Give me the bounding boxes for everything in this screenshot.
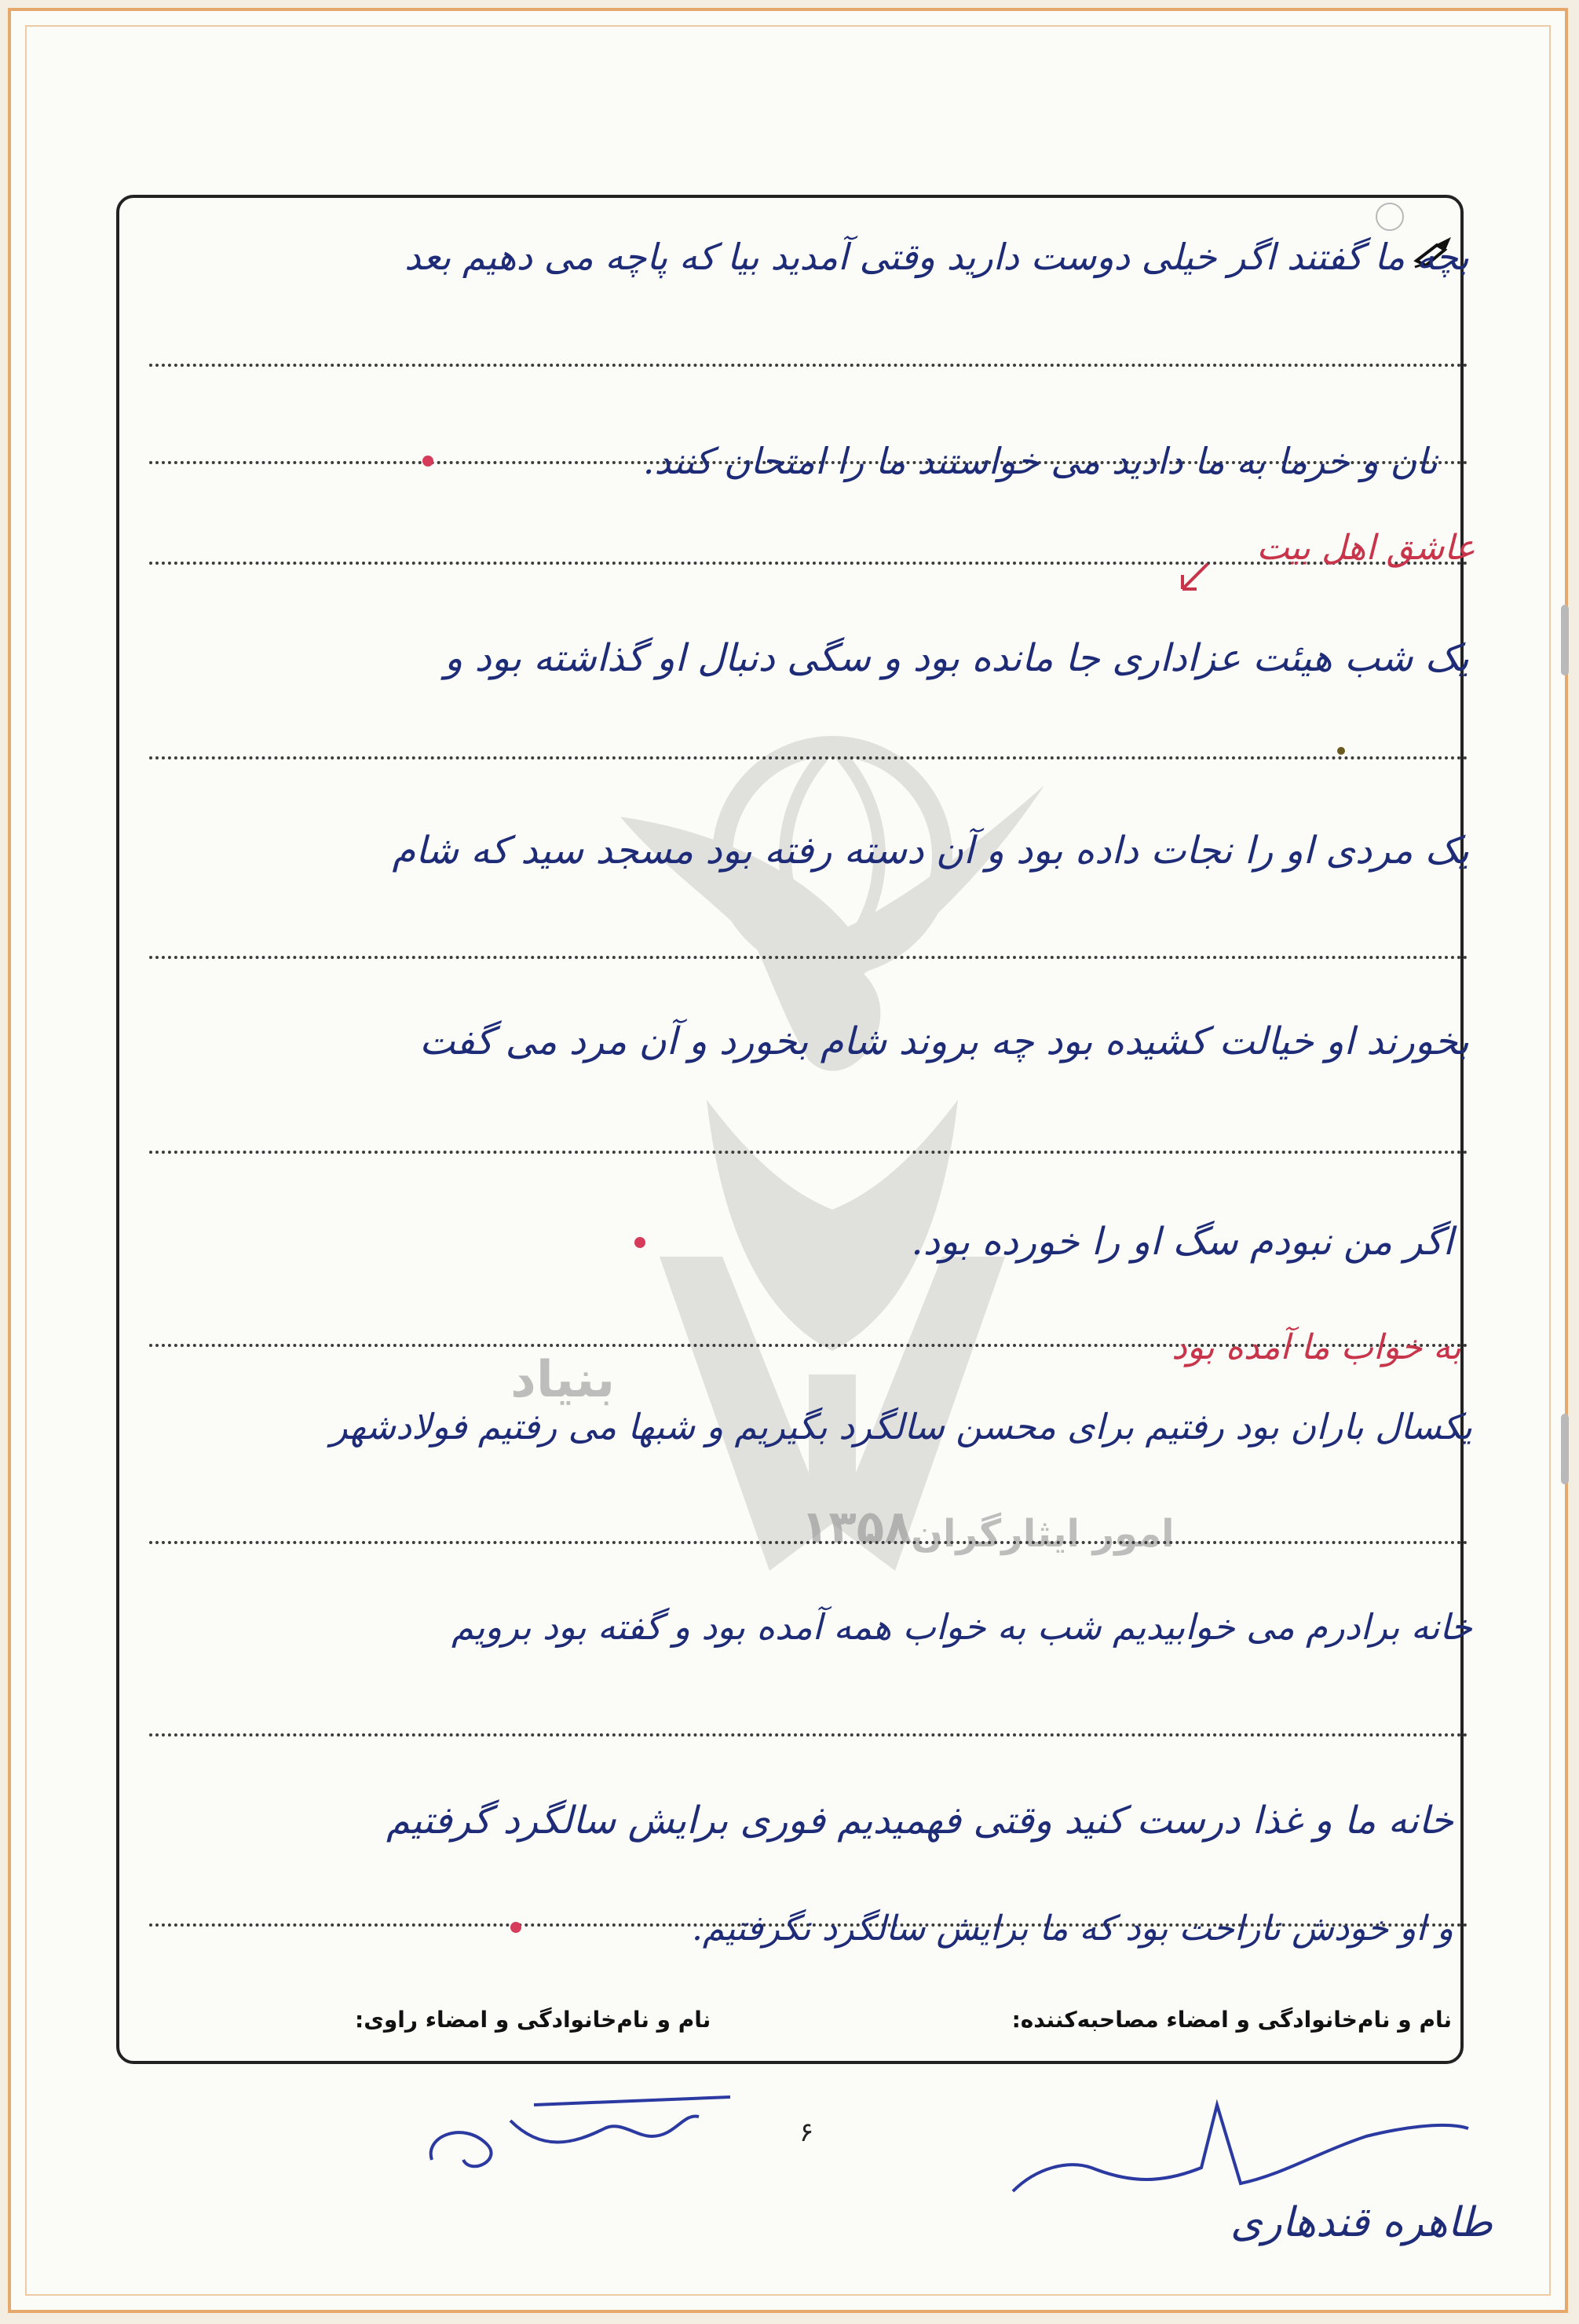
handwritten-heading-1: عاشق اهل بیت: [1256, 528, 1475, 568]
sentence-end-dot: [634, 1237, 645, 1248]
sentence-end-dot: [422, 456, 433, 467]
narrator-signature-label: نام و نام‌خانوادگی و امضاء راوی:: [355, 2007, 711, 2033]
handwritten-line-9: خانه ما و غذا درست کنید وقتی فهمیدیم فوری برایش سالگرد گرفتیم: [386, 1799, 1453, 1843]
ruled-line: [149, 364, 1468, 367]
punch-hole: [1376, 203, 1404, 231]
page-number: ۶: [799, 2117, 814, 2148]
handwritten-line-8: خانه برادرم می خوابیدیم شب به خواب همه آمده بود و گفته بود برویم: [451, 1606, 1472, 1648]
ruled-line: [149, 1733, 1468, 1737]
interviewer-signature-label: نام و نام‌خانوادگی و امضاء مصاحبه‌کننده:: [1011, 2007, 1452, 2033]
ruled-line: [149, 756, 1468, 759]
handwritten-line-5: بخورند او خیالت کشیده بود چه بروند شام بخورد و آن مرد می گفت: [419, 1019, 1469, 1063]
handwritten-line-4: یک مردی او را نجات داده بود و آن دسته رفته بود مسجد سید که شام: [392, 829, 1469, 873]
handwritten-line-7: یکسال باران بود رفتیم برای محسن سالگرد بگیریم و شبها می رفتیم فولادشهر: [330, 1406, 1472, 1447]
ruled-line: [149, 1151, 1468, 1154]
narrator-name-handwritten: طاهره قندهاری: [1230, 2199, 1493, 2246]
handwritten-line-1: بچه ما گفتند اگر خیلی دوست دارید وقتی آمدید بیا که پاچه می دهیم بعد: [404, 236, 1469, 278]
side-tab: [1561, 605, 1569, 675]
handwritten-line-10: و او خودش ناراحت بود که ما برایش سالگرد نگرفتیم.: [691, 1909, 1453, 1949]
watermark-title: بنیاد: [510, 1351, 616, 1409]
ink-spot: [1337, 747, 1345, 755]
handwritten-line-6: اگر من نبودم سگ او را خورده بود.: [911, 1220, 1453, 1264]
handwritten-line-2: نان و خرما به ما دادید می خواستند ما را امتحان کنند.: [642, 440, 1438, 482]
watermark-year: ۱۳۵۸: [801, 1500, 912, 1554]
interviewer-signature: [416, 2089, 746, 2183]
ruled-line: [149, 956, 1468, 959]
red-arrow-mark: [1176, 559, 1212, 595]
side-tab: [1561, 1414, 1569, 1484]
handwritten-heading-2: به خواب ما آمده بود: [1171, 1327, 1461, 1367]
watermark-org: امور ایثارگران: [911, 1512, 1175, 1556]
ruled-line: [149, 1541, 1468, 1544]
sentence-end-dot: [510, 1922, 521, 1933]
handwritten-line-3: یک شب هیئت عزاداری جا مانده بود و سگی دنبال او گذاشته بود و: [444, 636, 1469, 680]
